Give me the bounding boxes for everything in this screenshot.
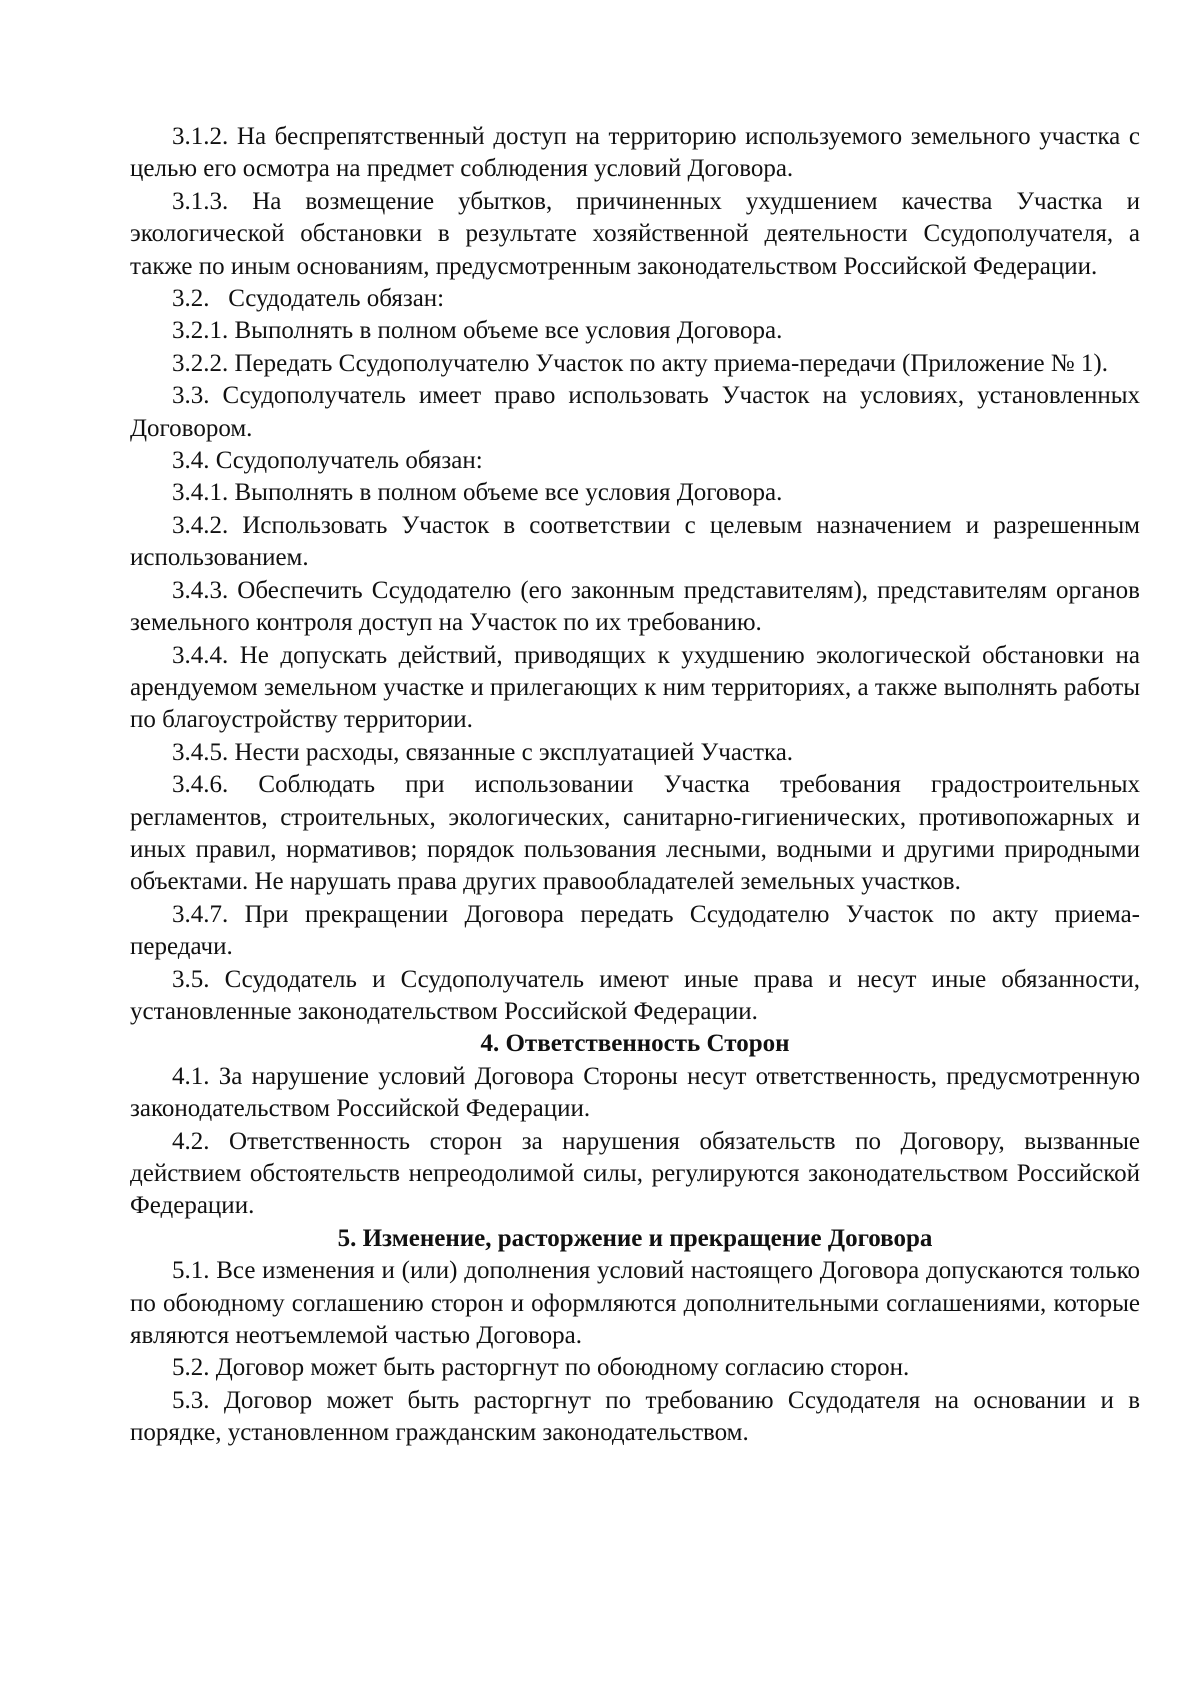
paragraph-3-4-6: 3.4.6. Соблюдать при использовании Участка требования градостроительных регламентов, строительных, экологических, санитарно-гигиенических, противопожарных и иных правил, нормативов; порядок пользования лесными, водными и другими природными объектами. Не нарушать права других правообладателей земельных участков. — [130, 771, 1140, 896]
paragraph-3-3: 3.3. Ссудополучатель имеет право использовать Участок на условиях, установленных Договором. — [130, 382, 1140, 442]
paragraph-3-4-5: 3.4.5. Нести расходы, связанные с эксплуатацией Участка. — [172, 738, 794, 766]
paragraph-5-3: 5.3. Договор может быть расторгнут по требованию Ссудодателя на основании и в порядке, установленном гражданским законодательством. — [130, 1386, 1140, 1447]
paragraph-3-4-3: 3.4.3. Обеспечить Ссудодателю (его законным представителям), представителям органов земельного контроля доступ на Участок по их требованию. — [130, 576, 1140, 637]
paragraph-3-4-7: 3.4.7. При прекращении Договора передать Ссудодателю Участок по акту приема-передачи. — [130, 900, 1140, 961]
paragraph-5-1: 5.1. Все изменения и (или) дополнения условий настоящего Договора допускаются только по обоюдному соглашению сторон и оформляются дополнительными соглашениями, которые являются неотъемлемой частью Договора. — [130, 1257, 1140, 1350]
paragraph-3-2-2: 3.2.2. Передать Ссудополучателю Участок по акту приема-передачи (Приложение № 1). — [172, 349, 1108, 377]
paragraph-4-2: 4.2. Ответственность сторон за нарушения обязательств по Договору, вызванные действием обстоятельств непреодолимой силы, регулируются законодательством Российской Федерации. — [130, 1127, 1140, 1220]
paragraph-3-5: 3.5. Ссудодатель и Ссудополучатель имеют иные права и несут иные обязанности, установленные законодательством Российской Федерации. — [130, 965, 1140, 1025]
paragraph-5-2: 5.2. Договор может быть расторгнут по обоюдному согласию сторон. — [172, 1354, 910, 1382]
paragraph-3-2: 3.2. Ссудодатель обязан: — [172, 285, 445, 313]
paragraph-3-4-4: 3.4.4. Не допускать действий, приводящих к ухудшению экологической обстановки на арендуемом земельном участке и прилегающих к ним территориях, а также выполнять работы по благоустройству территории. — [130, 641, 1140, 734]
section-5-heading: 5. Изменение, расторжение и прекращение Договора — [337, 1224, 933, 1252]
paragraph-3-2-1: 3.2.1. Выполнять в полном объеме все условия Договора. — [172, 317, 783, 345]
paragraph-3-4-1: 3.4.1. Выполнять в полном объеме все условия Договора. — [172, 479, 783, 507]
paragraph-3-1-2: 3.1.2. На беспрепятственный доступ на территорию используемого земельного участка с целью его осмотра на предмет соблюдения условий Договора. — [130, 123, 1140, 183]
paragraph-4-1: 4.1. За нарушение условий Договора Стороны несут ответственность, предусмотренную законодательством Российской Федерации. — [130, 1062, 1140, 1123]
paragraph-3-1-3: 3.1.3. На возмещение убытков, причиненных ухудшением качества Участка и экологической обстановки в результате хозяйственной деятельности Ссудополучателя, а также по иным основаниям, предусмотренным законодательством Российской Федерации. — [130, 187, 1140, 280]
section-4-heading: 4. Ответственность Сторон — [480, 1030, 790, 1058]
paragraph-3-4-2: 3.4.2. Использовать Участок в соответствии с целевым назначением и разрешенным использованием. — [130, 511, 1140, 572]
paragraph-3-4: 3.4. Ссудополучатель обязан: — [172, 447, 483, 475]
